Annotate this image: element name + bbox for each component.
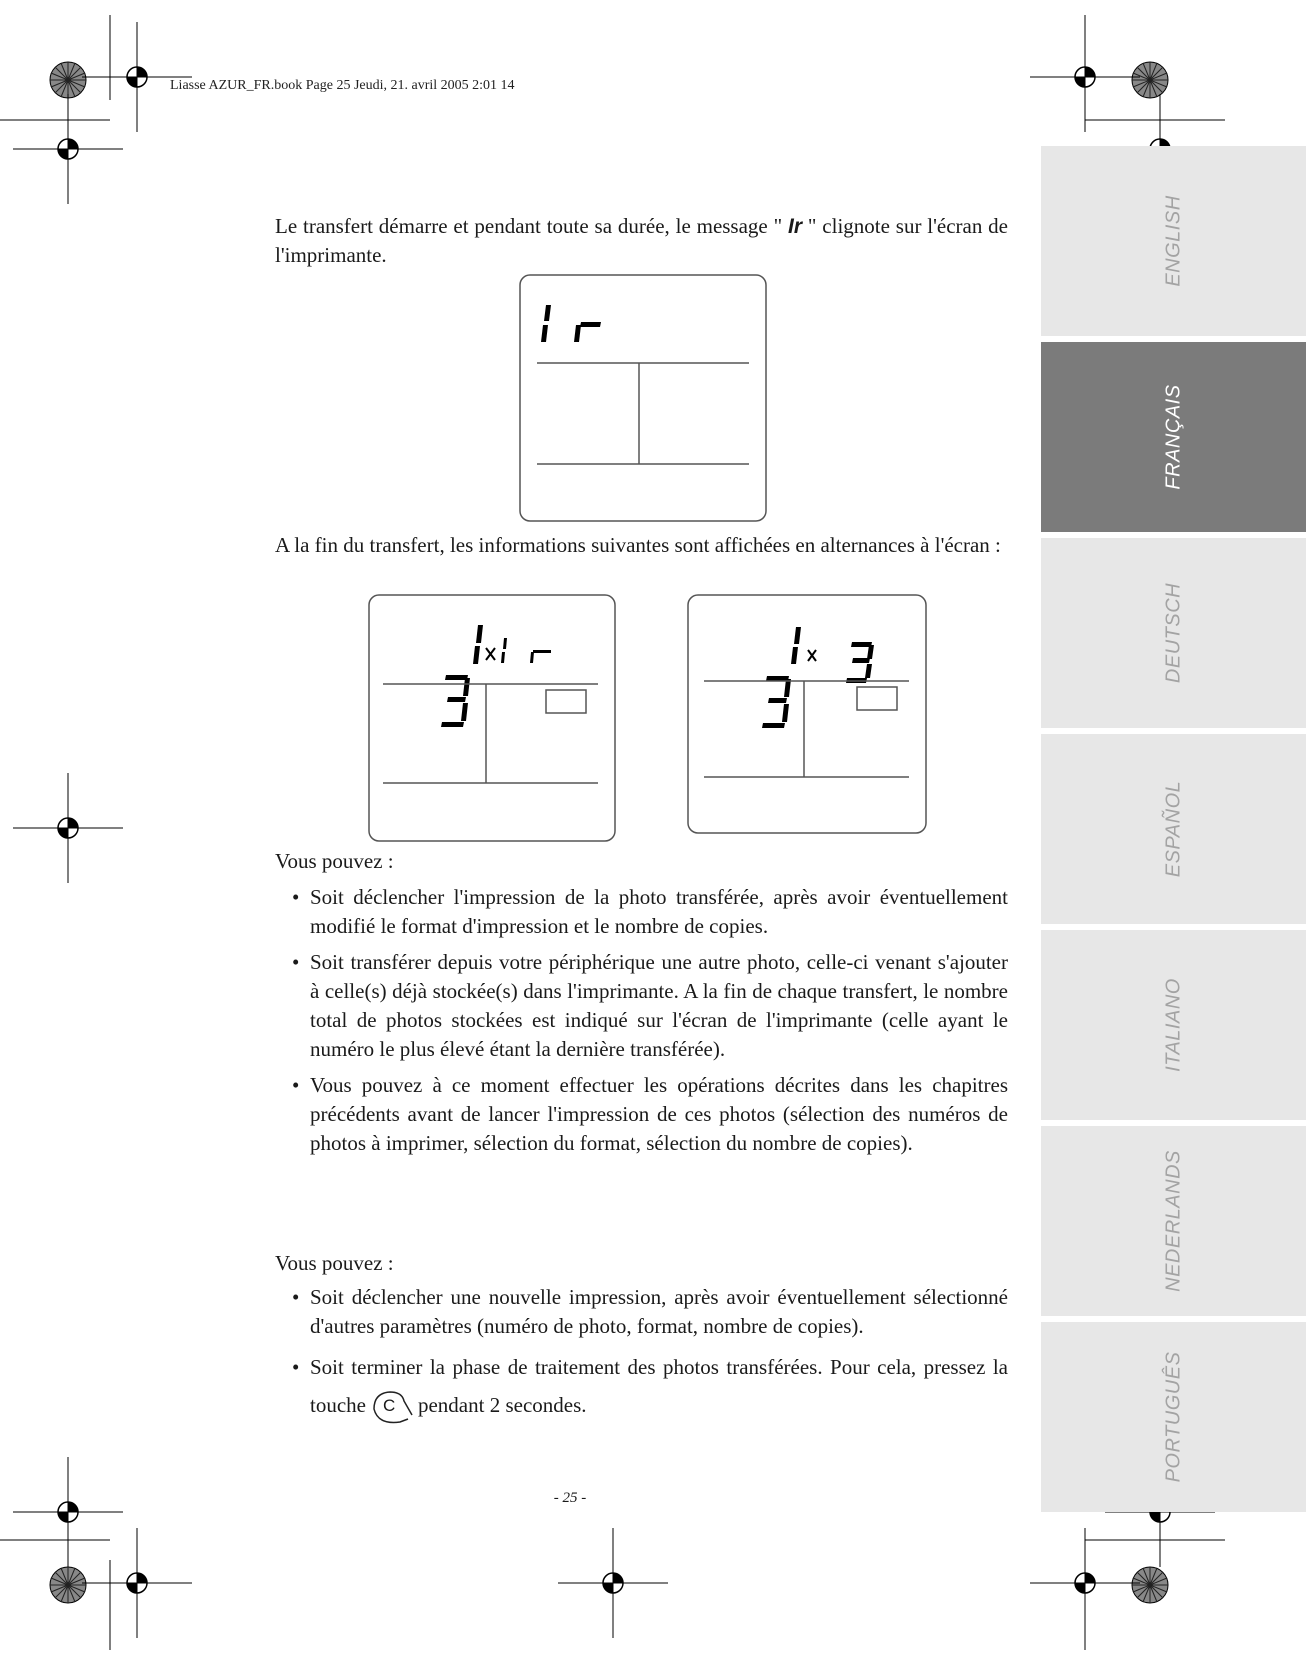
tab-english[interactable] xyxy=(1041,146,1306,336)
tab-deutsch-label: DEUTSCH xyxy=(1162,582,1184,684)
book-info-header: Liasse AZUR_FR.book Page 25 Jeudi, 21. avril 2005 2:01 14 xyxy=(170,78,515,93)
list-item xyxy=(292,1348,1008,1425)
tab-espanol[interactable] xyxy=(1041,734,1306,924)
page-number: - 25 - xyxy=(553,1490,587,1506)
tab-nederlands-label: NEDERLANDS xyxy=(1162,1150,1184,1292)
c-key-icon xyxy=(370,1389,414,1425)
section2-bullet-list xyxy=(292,1283,1008,1432)
section1-bullet-list xyxy=(292,883,1008,1165)
bullet-marker: • xyxy=(292,1073,300,1097)
tab-portugues[interactable] xyxy=(1041,1322,1306,1512)
list-item-text: Soit transférer depuis votre périphérique une autre photo, celle-ci venant s'ajouter à celle(s) déjà stockée(s) dans l'imprimante. A la fin de chaque transfert, le nombre total de photos stockées est indiqué sur l'écran de l'imprimante (celle ayant le numéro le plus élevé étant la dernière transférée). xyxy=(310,950,1008,1061)
tab-francais-label: FRANÇAIS xyxy=(1162,384,1184,490)
lcd-display-result-1 xyxy=(368,594,616,842)
tab-nederlands[interactable] xyxy=(1041,1126,1306,1316)
list-item xyxy=(292,1071,1008,1158)
intro-code: Ir xyxy=(788,215,803,238)
tab-english-label: ENGLISH xyxy=(1162,195,1184,287)
tab-italiano-label: ITALIANO xyxy=(1162,978,1184,1072)
end-transfer-paragraph: A la fin du transfert, les informations suivantes sont affichées en alternances à l'écran : xyxy=(275,533,1001,557)
list-item xyxy=(292,1283,1008,1341)
list-item-text: Soit déclencher une nouvelle impression, après avoir éventuellement sélectionné d'autres paramètres (numéro de photo, format, nombre de copies). xyxy=(310,1285,1008,1338)
list-item-text: Soit terminer la phase de traitement des photos transférées. Pour cela, pressez la touche xyxy=(310,1355,1008,1417)
tab-portugues-label: PORTUGUÊS xyxy=(1162,1351,1184,1483)
list-item-text: Vous pouvez à ce moment effectuer les opérations décrites dans les chapitres précédents avant de lancer l'impression de ces photos (sélection des numéros de photos à imprimer, sélection du format, sélection du nombre de copies). xyxy=(310,1073,1008,1155)
section1-intro: Vous pouvez : xyxy=(275,849,394,873)
bullet-marker: • xyxy=(292,1285,300,1309)
tab-espanol-label: ESPAÑOL xyxy=(1162,780,1184,878)
tab-italiano[interactable] xyxy=(1041,930,1306,1120)
intro-text-before: Le transfert démarre et pendant toute sa durée, le message " xyxy=(275,214,789,238)
bullet-marker: • xyxy=(292,950,300,974)
list-item xyxy=(292,948,1008,1064)
list-item xyxy=(292,883,1008,941)
lcd-display-result-2 xyxy=(687,594,927,834)
bullet-marker: • xyxy=(292,1355,300,1379)
tab-deutsch[interactable] xyxy=(1041,538,1306,728)
list-item-text: Soit déclencher l'impression de la photo transférée, après avoir éventuellement modifié le format d'impression et le nombre de copies. xyxy=(310,885,1008,938)
bullet-marker: • xyxy=(292,885,300,909)
list-item-text: pendant 2 secondes. xyxy=(417,1393,587,1417)
lcd-display-transfer xyxy=(519,274,767,522)
c-key-label: C xyxy=(382,1396,396,1416)
tab-francais[interactable] xyxy=(1041,342,1306,532)
intro-text-after: " clignote sur l'écran de l'imprimante. xyxy=(275,214,1009,267)
intro-paragraph xyxy=(275,212,1008,270)
section2-intro: Vous pouvez : xyxy=(275,1251,394,1275)
